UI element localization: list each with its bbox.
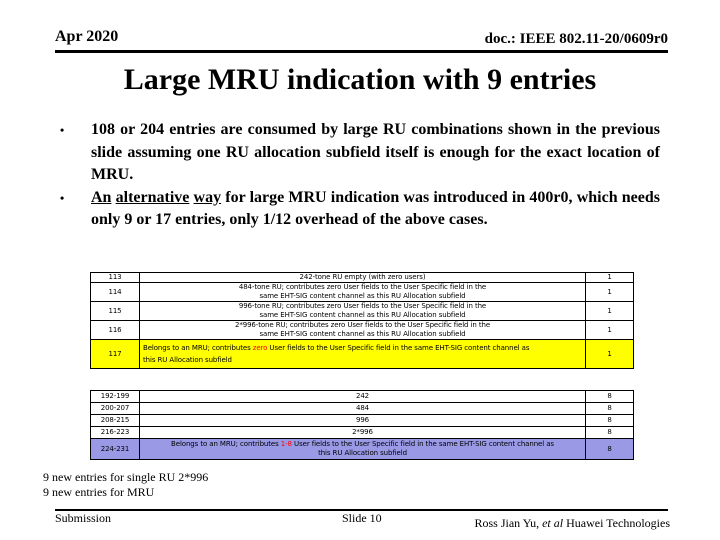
bullet-text: 108 or 204 entries are consumed by large RU combinations shown in the previous slide assuming one RU allocation subfield itself is enough for the exact location of MRU.	[91, 121, 660, 183]
row-desc: 484	[140, 403, 586, 415]
row-desc: 996-tone RU; contributes zero User fields to the User Specific field in the same EHT-SIG content channel as this RU Allocation subfield	[140, 302, 586, 321]
row-index: 113	[91, 273, 140, 283]
bullet-item	[60, 187, 660, 232]
bullet-icon: •	[60, 123, 65, 137]
row-desc: 2*996-tone RU; contributes zero User fields to the User Specific field in the same EHT-SIG content channel as this RU Allocation subfield	[140, 321, 586, 340]
table-row	[91, 302, 634, 321]
table-row	[91, 391, 634, 403]
ru-allocation-table-2	[90, 390, 634, 460]
underlined-word: way	[193, 188, 222, 206]
row-index: 224-231	[91, 439, 140, 460]
row-count: 1	[586, 340, 634, 369]
bullet-text: for large MRU indication was introduced in 400r0, which needs only 9 or 17 entries, only 1/12 overhead of the above cases.	[91, 188, 660, 228]
row-count: 1	[586, 283, 634, 302]
bullet-item	[60, 119, 660, 187]
underlined-word: alternative	[115, 188, 190, 206]
row-count: 1	[586, 321, 634, 340]
ru-allocation-table-1	[90, 272, 634, 369]
footer-submission: Submission	[55, 511, 112, 525]
bullet-icon: •	[60, 190, 65, 205]
row-count: 8	[586, 439, 634, 460]
underlined-word: An	[91, 188, 112, 206]
slide-title: Large MRU indication with 9 entries	[123, 63, 597, 96]
row-index: 192-199	[91, 391, 140, 403]
row-count: 1	[586, 273, 634, 283]
footer-author: Ross Jian Yu, et al Huawei Technologies	[474, 516, 670, 530]
bullet-list	[60, 119, 660, 232]
header-doc-id: doc.: IEEE 802.11-20/0609r0	[484, 31, 668, 47]
row-desc: 242	[140, 391, 586, 403]
notes	[43, 470, 208, 500]
table-row	[91, 403, 634, 415]
row-index: 116	[91, 321, 140, 340]
row-desc: 484-tone RU; contributes zero User fields to the User Specific field in the same EHT-SIG content channel as this RU Allocation subfield	[140, 283, 586, 302]
row-count: 8	[586, 415, 634, 427]
header-date: Apr 2020	[55, 28, 119, 45]
row-count: 8	[586, 403, 634, 415]
highlight-red-text: zero	[252, 344, 268, 352]
note-line: 9 new entries for single RU 2*996	[43, 470, 209, 484]
row-desc: Belongs to an MRU; contributes 1-8 User fields to the User Specific field in the same EHT-SIG content channel as this RU Allocation subfield	[140, 439, 586, 460]
table-row	[91, 321, 634, 340]
table-row	[91, 415, 634, 427]
row-count: 8	[586, 391, 634, 403]
table-row	[91, 273, 634, 283]
table-row-highlighted	[91, 340, 634, 369]
header-rule	[55, 50, 668, 53]
row-count: 1	[586, 302, 634, 321]
row-desc: 2*996	[140, 427, 586, 439]
table-row-highlighted	[91, 439, 634, 460]
row-index: 216-223	[91, 427, 140, 439]
highlight-red-text: 1-8	[280, 440, 292, 448]
footer-slide-number: Slide 10	[342, 511, 382, 525]
row-index: 114	[91, 283, 140, 302]
row-index: 208-215	[91, 415, 140, 427]
row-index: 200-207	[91, 403, 140, 415]
row-desc: 996	[140, 415, 586, 427]
table-row	[91, 283, 634, 302]
row-count: 8	[586, 427, 634, 439]
row-index: 117	[91, 340, 140, 369]
table-row	[91, 427, 634, 439]
row-desc: Belongs to an MRU; contributes zero User fields to the User Specific field in the same EHT-SIG content channel as this RU Allocation subfield	[140, 340, 586, 369]
row-desc: 242-tone RU empty (with zero users)	[140, 273, 586, 283]
note-line: 9 new entries for MRU	[43, 485, 155, 499]
row-index: 115	[91, 302, 140, 321]
